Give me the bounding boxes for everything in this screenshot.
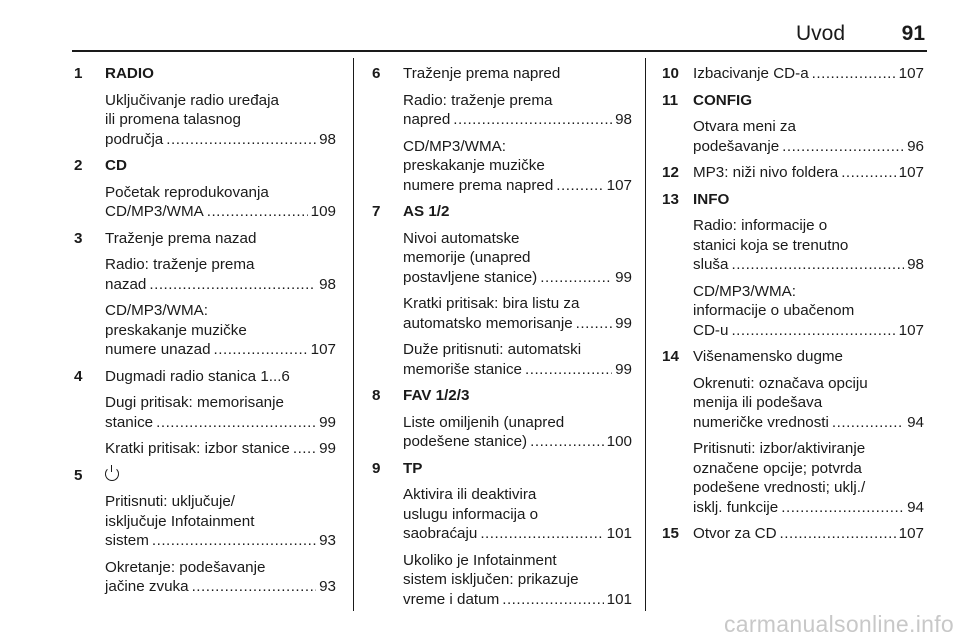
header-rule	[72, 50, 927, 52]
entry-text: numeričke vrednosti	[693, 413, 829, 431]
toc-entry-line	[403, 268, 632, 288]
leader-dots	[149, 275, 316, 295]
toc-entry	[370, 229, 632, 288]
toc-entry-line	[403, 110, 632, 130]
list-item	[72, 466, 336, 597]
leader-dots	[556, 176, 603, 196]
list-item	[370, 64, 632, 195]
entry-text: Otvor za CD	[693, 525, 777, 542]
leader-dots	[525, 360, 612, 380]
item-heading	[72, 367, 336, 387]
entry-text: napred	[403, 111, 451, 128]
entry-line: menija ili podešava	[693, 394, 823, 411]
page-reference: 98	[319, 275, 336, 293]
entry-line: Pritisnuti: izbor/aktiviranje	[693, 440, 866, 457]
toc-entry	[72, 558, 336, 597]
leader-dots	[731, 321, 895, 341]
entry-line: preskakanje muzičke	[403, 157, 545, 174]
column-divider	[645, 58, 646, 611]
page-reference: 98	[615, 111, 632, 128]
page-number: 91	[901, 22, 925, 45]
leader-dots	[453, 110, 612, 130]
leader-dots	[576, 314, 612, 334]
leader-dots	[207, 202, 308, 222]
toc-entry-line	[105, 130, 336, 150]
list-item	[660, 163, 924, 183]
page-reference: 107	[898, 164, 924, 181]
item-number: 15	[662, 525, 679, 542]
toc-entry	[72, 255, 336, 294]
entry-line: Nivoi automatske	[403, 229, 520, 247]
page-title: Uvod	[795, 22, 845, 45]
toc-entry-line	[693, 413, 924, 433]
item-number: 13	[662, 190, 679, 208]
page-reference: 93	[319, 532, 336, 549]
item-number: 6	[372, 65, 381, 82]
page-reference: 99	[319, 413, 336, 431]
entry-line: isključuje Infotainment	[105, 512, 255, 530]
item-number: 3	[74, 229, 83, 247]
toc-entry	[72, 439, 336, 459]
list-item	[660, 64, 924, 84]
item-heading	[370, 386, 632, 406]
toc-entry-line	[105, 531, 336, 551]
entry-line: memorije (unapred	[403, 249, 531, 266]
item-title: Traženje prema napred	[403, 65, 561, 82]
entry-line: Aktivira ili deaktivira	[403, 486, 537, 503]
entry-text: stanice	[105, 413, 154, 431]
entry-text: postavljene stanice)	[403, 268, 538, 286]
column-divider	[353, 58, 354, 611]
entry-text: podešene stanice)	[403, 433, 528, 450]
item-number: 5	[74, 466, 83, 484]
leader-dots	[214, 340, 308, 360]
toc-entry	[660, 117, 924, 156]
entry-line: ili promena talasnog	[105, 111, 241, 128]
leader-dots	[782, 137, 904, 157]
leader-dots	[502, 590, 603, 610]
entry-line: Okrenuti: označava opciju	[693, 374, 868, 392]
page-reference: 99	[319, 440, 336, 457]
item-heading	[660, 163, 924, 183]
page-reference: 94	[907, 413, 924, 431]
item-heading	[370, 459, 632, 479]
toc-entry-line	[403, 176, 632, 196]
column-1	[72, 64, 336, 604]
page-reference: 99	[615, 268, 632, 286]
toc-entry	[370, 91, 632, 130]
page-reference: 94	[907, 498, 924, 516]
page-reference: 109	[310, 203, 336, 220]
page-reference: 98	[319, 130, 336, 148]
item-title: AS 1/2	[403, 203, 450, 220]
leader-dots	[841, 163, 895, 183]
item-heading	[72, 466, 336, 486]
toc-entry	[660, 439, 924, 517]
list-item	[370, 386, 632, 452]
toc-entry	[370, 340, 632, 379]
list-item	[72, 156, 336, 222]
leader-dots	[293, 439, 316, 459]
item-title: CONFIG	[693, 91, 753, 109]
item-title: FAV 1/2/3	[403, 387, 470, 404]
item-heading	[370, 64, 632, 84]
page-reference: 99	[615, 360, 632, 378]
entry-text: memoriše stanice	[403, 360, 523, 378]
list-item	[660, 91, 924, 157]
leader-dots	[156, 413, 316, 433]
entry-line: CD/MP3/WMA:	[403, 137, 506, 155]
toc-entry	[370, 137, 632, 196]
leader-dots	[540, 268, 612, 288]
toc-entry-line	[693, 255, 924, 275]
entry-line: CD/MP3/WMA:	[105, 302, 208, 319]
entry-line: Početak reprodukovanja	[105, 183, 269, 201]
entry-line: Liste omiljenih (unapred	[403, 413, 565, 431]
leader-dots	[832, 413, 904, 433]
toc-entry	[370, 294, 632, 333]
entry-line: podešene vrednosti; uklj./	[693, 479, 866, 496]
entry-text: nazad	[105, 275, 147, 293]
item-number: 10	[662, 65, 679, 82]
entry-text: numere unazad	[105, 341, 211, 358]
item-number: 2	[74, 157, 83, 174]
item-number: 4	[74, 367, 83, 385]
watermark: carmanualsonline.info	[723, 611, 954, 637]
toc-entry-line	[693, 321, 924, 341]
page-reference: 98	[907, 256, 924, 273]
toc-entry	[72, 183, 336, 222]
entry-text: područja	[105, 130, 164, 148]
entry-line: Kratki pritisak: bira listu za	[403, 295, 580, 312]
entry-text: automatsko memorisanje	[403, 314, 573, 332]
entry-text: jačine zvuka	[105, 578, 189, 595]
page-reference: 101	[606, 525, 632, 542]
toc-entry-line	[105, 439, 336, 459]
leader-dots	[812, 64, 896, 84]
entry-line: uslugu informacija o	[403, 505, 539, 523]
toc-entry-line	[403, 360, 632, 380]
entry-line: Radio: informacije o	[693, 217, 828, 234]
item-number: 7	[372, 203, 381, 220]
list-item	[72, 229, 336, 360]
toc-entry	[72, 301, 336, 360]
toc-entry-line	[693, 163, 924, 183]
list-item	[72, 64, 336, 149]
item-heading	[72, 229, 336, 249]
entry-text: CD-u	[693, 321, 729, 339]
item-title: TP	[403, 459, 423, 477]
item-number: 9	[372, 459, 381, 477]
page-reference: 96	[907, 137, 924, 155]
entry-line: Duže pritisnuti: automatski	[403, 341, 582, 358]
item-number: 1	[74, 65, 83, 82]
page-reference: 100	[606, 433, 632, 450]
page-reference: 107	[898, 525, 924, 542]
list-item	[370, 202, 632, 379]
page-reference: 101	[606, 590, 632, 608]
toc-entry-line	[105, 202, 336, 222]
entry-line: označene opcije; potvrda	[693, 459, 862, 477]
toc-entry	[660, 374, 924, 433]
entry-text: podešavanje	[693, 137, 780, 155]
toc-entry	[72, 91, 336, 150]
entry-line: Radio: traženje prema	[403, 91, 553, 109]
toc-entry	[370, 551, 632, 610]
item-title: CD	[105, 157, 127, 174]
toc-entry-line	[693, 498, 924, 518]
entry-text: saobraćaju	[403, 525, 478, 542]
page-reference: 107	[606, 176, 632, 194]
toc-entry	[72, 492, 336, 551]
item-heading	[72, 156, 336, 176]
page-header	[72, 22, 927, 49]
item-heading	[660, 524, 924, 544]
power-icon	[105, 467, 119, 481]
entry-line: Otvara meni za	[693, 118, 796, 135]
entry-line: Okretanje: podešavanje	[105, 558, 266, 576]
entry-text: Izbacivanje CD-a	[693, 65, 809, 82]
toc-entry-line	[693, 137, 924, 157]
entry-line: CD/MP3/WMA:	[693, 282, 796, 300]
entry-text: sistem	[105, 532, 149, 549]
page-reference: 107	[898, 321, 924, 339]
toc-entry-line	[105, 275, 336, 295]
leader-dots	[731, 255, 904, 275]
leader-dots	[780, 524, 896, 544]
entry-text: sluša	[693, 256, 729, 273]
page-reference: 107	[310, 341, 336, 358]
leader-dots	[781, 498, 904, 518]
leader-dots	[192, 577, 317, 597]
item-heading	[660, 347, 924, 367]
toc-entry-line	[693, 524, 924, 544]
toc-entry	[370, 413, 632, 452]
list-item	[660, 347, 924, 517]
entry-line: Dugi pritisak: memorisanje	[105, 394, 284, 411]
leader-dots	[480, 524, 603, 544]
toc-entry-line	[403, 314, 632, 334]
toc-entry	[660, 216, 924, 275]
item-heading	[660, 64, 924, 84]
entry-line: Radio: traženje prema	[105, 256, 255, 273]
toc-entry-line	[403, 590, 632, 610]
entry-line: Ukoliko je Infotainment	[403, 551, 557, 569]
entry-line: informacije o ubačenom	[693, 302, 855, 319]
entry-line: Pritisnuti: uključuje/	[105, 493, 235, 510]
entry-line: stanici koja se trenutno	[693, 236, 849, 254]
item-heading	[72, 64, 336, 84]
column-3	[660, 64, 924, 551]
toc-entry-line	[105, 413, 336, 433]
list-item	[660, 190, 924, 341]
entry-text: numere prema napred	[403, 176, 554, 194]
leader-dots	[152, 531, 316, 551]
entry-line: preskakanje muzičke	[105, 321, 247, 339]
toc-entry-line	[403, 432, 632, 452]
leader-dots	[530, 432, 604, 452]
toc-entry	[370, 485, 632, 544]
item-number: 14	[662, 348, 679, 365]
entry-line: sistem isključen: prikazuje	[403, 571, 579, 588]
item-number: 8	[372, 387, 381, 404]
item-title: Višenamensko dugme	[693, 348, 843, 365]
toc-entry-line	[105, 340, 336, 360]
column-2	[370, 64, 632, 616]
item-heading	[660, 190, 924, 210]
item-heading	[660, 91, 924, 111]
toc-entry-line	[693, 64, 924, 84]
list-item	[370, 459, 632, 610]
toc-entry	[660, 282, 924, 341]
item-number: 12	[662, 164, 679, 181]
toc-entry-line	[105, 577, 336, 597]
entry-text: isklj. funkcije	[693, 498, 779, 516]
leader-dots	[166, 130, 316, 150]
entry-line: Uključivanje radio uređaja	[105, 91, 279, 109]
entry-text: CD/MP3/WMA	[105, 203, 204, 220]
list-item	[72, 367, 336, 459]
page-reference: 99	[615, 314, 632, 332]
entry-text: vreme i datum	[403, 590, 500, 608]
page-reference: 93	[319, 578, 336, 595]
entry-text: Kratki pritisak: izbor stanice	[105, 440, 290, 457]
toc-entry	[72, 393, 336, 432]
item-title: RADIO	[105, 65, 154, 82]
entry-text: MP3: niži nivo foldera	[693, 164, 839, 181]
item-number: 11	[662, 91, 679, 109]
item-title	[105, 466, 336, 486]
item-heading	[370, 202, 632, 222]
list-item	[660, 524, 924, 544]
toc-entry-line	[403, 524, 632, 544]
item-title: Traženje prema nazad	[105, 229, 257, 247]
page-reference: 107	[898, 65, 924, 82]
item-title: INFO	[693, 190, 730, 208]
item-title: Dugmadi radio stanica 1...6	[105, 367, 290, 385]
